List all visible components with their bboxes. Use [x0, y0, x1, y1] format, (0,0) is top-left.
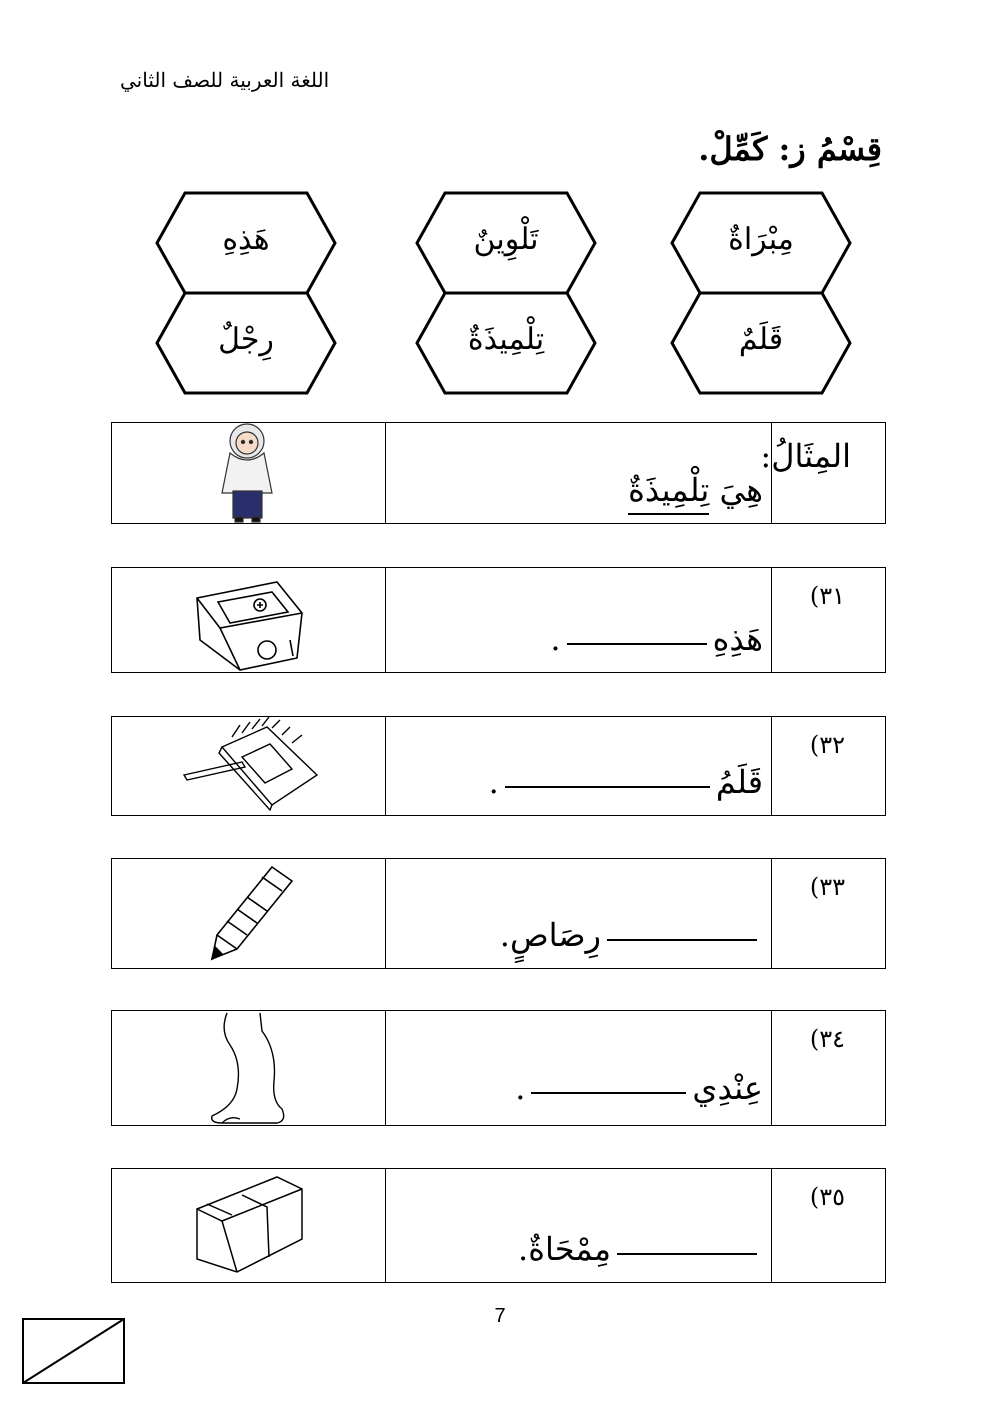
question-sentence	[518, 1230, 763, 1268]
question-number-cell	[772, 1169, 885, 1282]
sentence-word: .	[550, 620, 561, 658]
sentence-word: قَلَمُ	[715, 763, 763, 801]
question-row-35	[111, 1168, 886, 1283]
sentence-word: عِنْدِي	[692, 1069, 763, 1107]
answer-blank[interactable]	[607, 935, 757, 941]
sentence-word: رِصَاصٍ.	[499, 916, 601, 954]
word-bank-item: قَلَمٌ	[738, 322, 784, 357]
question-sentence-cell	[386, 1169, 772, 1282]
question-row-32	[111, 716, 886, 816]
sentence-word: .	[515, 1069, 526, 1107]
word-bank-item: هَذِهِ	[222, 222, 270, 257]
example-word: هِيَ	[719, 471, 763, 509]
question-sentence	[500, 916, 763, 954]
example-sentence	[628, 471, 763, 509]
question-row-31	[111, 567, 886, 673]
answer-blank[interactable]	[505, 782, 710, 788]
answer-blank[interactable]	[531, 1088, 686, 1094]
word-bank	[0, 0, 1000, 400]
example-label: المِثَالُ:	[760, 437, 851, 475]
word-bank-item: تَلْوِينٌ	[473, 222, 539, 257]
sentence-word: مِمْحَاةٌ.	[518, 1230, 611, 1268]
question-image-cell	[112, 1011, 386, 1125]
answer-blank[interactable]	[567, 639, 707, 645]
sentence-word: هَذِهِ	[712, 620, 763, 658]
question-number-cell	[772, 568, 885, 672]
example-sentence-cell	[386, 423, 772, 523]
question-sentence	[489, 763, 763, 801]
question-sentence-cell	[386, 568, 772, 672]
girl-student-icon	[112, 423, 383, 523]
section-title: قِسْمُ ز: كَمِّلْ.	[698, 130, 882, 168]
example-row	[111, 422, 886, 524]
eraser-icon	[112, 1169, 383, 1282]
score-box	[22, 1318, 125, 1384]
example-label-cell	[760, 423, 885, 523]
leg-icon	[112, 1011, 383, 1125]
question-image-cell	[112, 859, 386, 968]
question-number: ٣٢)	[809, 731, 845, 759]
question-number: ٣٤)	[809, 1025, 845, 1053]
coloring-book-icon	[112, 717, 383, 815]
diagonal-box-icon	[22, 1318, 125, 1384]
question-number: ٣٥)	[809, 1183, 845, 1211]
question-sentence-cell	[386, 717, 772, 815]
question-number: ٣١)	[809, 582, 845, 610]
pencil-icon	[112, 859, 383, 968]
question-sentence	[550, 620, 763, 658]
question-number-cell	[772, 859, 885, 968]
word-bank-item: مِبْرَاةٌ	[728, 222, 794, 257]
question-sentence	[515, 1069, 763, 1107]
question-number: ٣٣)	[809, 873, 845, 901]
question-row-33	[111, 858, 886, 969]
word-bank-item: رِجْلٌ	[218, 322, 274, 357]
question-number-cell	[772, 1011, 885, 1125]
sharpener-icon	[112, 568, 383, 672]
question-sentence-cell	[386, 1011, 772, 1125]
question-number-cell	[772, 717, 885, 815]
example-answer: تِلْمِيذَةٌ	[628, 471, 709, 515]
example-image-cell	[112, 423, 386, 523]
question-image-cell	[112, 568, 386, 672]
question-image-cell	[112, 1169, 386, 1282]
question-image-cell	[112, 717, 386, 815]
question-row-34	[111, 1010, 886, 1126]
sentence-word: .	[488, 763, 499, 801]
word-bank-item: تِلْمِيذَةٌ	[467, 322, 545, 357]
answer-blank[interactable]	[617, 1249, 757, 1255]
page-number: 7	[494, 1305, 506, 1327]
question-sentence-cell	[386, 859, 772, 968]
subject-header: اللغة العربية للصف الثاني	[120, 68, 330, 92]
